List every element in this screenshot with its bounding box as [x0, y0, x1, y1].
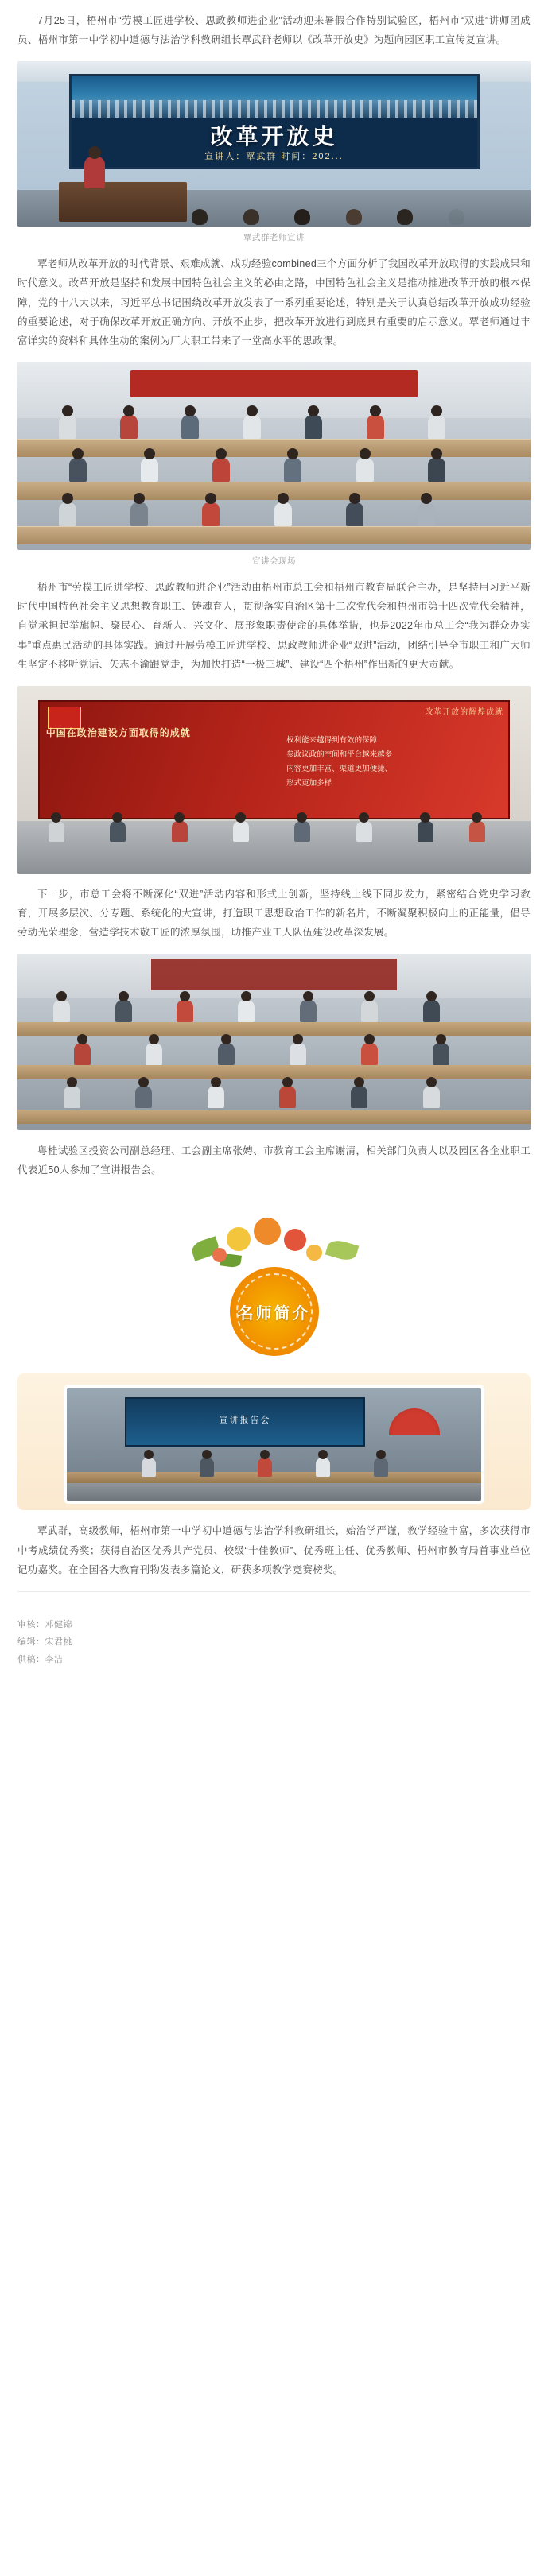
flower-icon [212, 1248, 227, 1262]
profile-card [17, 1373, 531, 1510]
article-paragraph: 粤桂试验区投资公司副总经理、工会副主席张娉、市教育工会主席谢清，相关部门负责人以及园区各企业职工代表近50人参加了宣讲报告会。 [17, 1145, 531, 1176]
audience-person [59, 502, 76, 526]
audience-person [130, 502, 148, 526]
audience-person [351, 1086, 367, 1108]
stage-screen [69, 74, 480, 169]
audience-person [428, 415, 445, 439]
screen-subtitle: 宣讲人：覃武群 时间：202... [204, 151, 344, 161]
audience-person [423, 1000, 440, 1022]
badge-label: 名师简介 [237, 1304, 311, 1323]
article-paragraph: 梧州市“劳模工匠进学校、思政教师进企业”活动由梧州市总工会和梧州市教育局联合主办，是坚持用习近平新时代中国特色社会主义思想教育职工、铸魂育人，贯彻落实自治区第十二次党代会和梧州市第十四次党代会精神，自觉承担起举旗帜、聚民心、育新人、兴文化、展形象职责使命的具体举措，也是2022年市总工会“我为群众办实事”重点惠民活动的具体实践。通过开展劳模工匠进学校、思政教师进企业“双进”活动，团结引导全市职工和广大师生坚定不移听党话、矢志不渝跟党走，为加快打造“一极三城”、建设“四个梧州”作出新的更大贡献。 [17, 581, 531, 671]
screen-bullet: 权利能来越得到有效的保障 [286, 735, 378, 745]
audience-person [356, 458, 374, 482]
audience-person [218, 1043, 235, 1065]
flower-icon [284, 1229, 306, 1251]
audience-head [346, 209, 362, 225]
figure-caption: 宣讲会现场 [252, 556, 296, 566]
audience-person [69, 458, 87, 482]
audience-person [279, 1086, 296, 1108]
audience-person [361, 1000, 378, 1022]
audience-person [305, 415, 322, 439]
audience-person [356, 821, 372, 842]
desk-row [17, 439, 531, 457]
credit-line: 编辑：宋君桃 [17, 1637, 72, 1647]
audience-person [428, 458, 445, 482]
red-banner [130, 370, 418, 397]
figure-party-screen [17, 686, 531, 874]
audience-person [433, 1043, 449, 1065]
floor [17, 821, 531, 874]
screen-bullet: 形式更加多样 [286, 778, 332, 788]
audience-person [59, 415, 76, 439]
section-header-famous-teacher [0, 1199, 548, 1365]
audience-person [172, 821, 188, 842]
photo-audience-front [17, 362, 531, 550]
screen-bullet: 内容更加丰富、渠道更加便捷、 [286, 764, 393, 773]
screen-header: 改革开放的辉煌成就 [425, 707, 504, 717]
credit-line: 审核：邓健锦 [17, 1619, 72, 1629]
screen-lead-text: 中国在政治建设方面取得的成就 [45, 726, 191, 738]
audience-person [300, 1000, 317, 1022]
flower-icon [306, 1245, 322, 1261]
audience-person [181, 415, 199, 439]
audience-person [238, 1000, 255, 1022]
article-page [0, 11, 548, 1679]
audience-person [418, 502, 435, 526]
audience-head [397, 209, 413, 225]
stage-screen [151, 959, 398, 990]
figure-audience-rows [17, 954, 531, 1130]
audience-person [120, 415, 138, 439]
audience-person [141, 458, 158, 482]
screen-title: 改革开放史 [210, 123, 338, 149]
desk-row [67, 1472, 481, 1483]
audience-person [423, 1086, 440, 1108]
article-paragraph: 下一步，市总工会将不断深化“双进”活动内容和形式上创新，坚持线上线下同步发力，紧密结合党史学习教育，开展多层次、分专题、系统化的大宣讲，打造职工思想政治工作的新名片，不断凝聚积极向上的正能量，倡导劳动光荣理念，营造学技术敬工匠的浓厚氛围，助推产业工人队伍建设改革深发展。 [17, 888, 531, 939]
audience-person [469, 821, 485, 842]
figure-audience-front [17, 362, 531, 567]
desk-row [17, 1065, 531, 1079]
audience-person [146, 1043, 162, 1065]
article-paragraph: 覃老师从改革开放的时代背景、艰难成就、成功经验combined三个方面分析了我国改革开放取得的实践成果和时代意义。改革开放是坚持和发展中国特色社会主义的必由之路，中国特色社会主义是推动推进改革开放的根本保障，党的十八大以来，习近平总书记围绕改革开放发表了一系列重要论述，特别是关于认真总结改革开放成功经验的重要论述，对于确保改革开放正确方向、开放不止步，把改革开放进行到底具有重要的启示意义。覃老师通过丰富详实的资料和具体生动的案例为厂大职工带来了一堂高水平的思政课。 [17, 258, 531, 347]
audience-person [233, 821, 249, 842]
audience-head [243, 209, 259, 225]
umbrella-decoration [389, 1408, 440, 1435]
audience-head [294, 209, 310, 225]
floor [67, 1483, 481, 1501]
footer-credits [17, 1608, 531, 1668]
section-badge [230, 1267, 319, 1356]
leaf-icon [325, 1238, 359, 1264]
desk-row [17, 482, 531, 500]
photo-audience-rows [17, 954, 531, 1130]
audience-person [74, 1043, 91, 1065]
screen-bullet: 参政议政的空间和平台越来越多 [286, 750, 393, 759]
figure-caption: 覃武群老师宣讲 [243, 232, 305, 242]
audience-person [53, 1000, 70, 1022]
podium [59, 182, 187, 222]
audience-person [64, 1086, 80, 1108]
credit-line: 供稿：李洁 [17, 1654, 64, 1664]
audience-person [374, 1458, 388, 1477]
flower-icon [254, 1218, 281, 1245]
screen-bullet-lines [286, 734, 502, 791]
audience-person [346, 502, 363, 526]
audience-person [115, 1000, 132, 1022]
audience-person [202, 502, 220, 526]
audience-person [212, 458, 230, 482]
stage-screen [125, 1397, 365, 1447]
desk-row [17, 1022, 531, 1036]
article-paragraph: 覃武群，高级教师，梧州市第一中学初中道德与法治学科教研组长，始治学严谨，教学经验丰富，多次获得市中考成绩优秀奖；获得自治区优秀共产党员、校级“十佳教师”、优秀班主任、优秀教师、梧州市教育局首事业单位记功嘉奖。在全国各大教育刊物发表多篇论文，研获多项教学竞赛榜奖。 [17, 1525, 531, 1576]
audience-person [177, 1000, 193, 1022]
audience-person [367, 415, 384, 439]
audience-person [135, 1086, 152, 1108]
photo-profile-lecture [64, 1385, 484, 1504]
city-skyline-graphic [72, 76, 477, 118]
audience-person [316, 1458, 330, 1477]
audience-person [49, 821, 64, 842]
figure-lecture-podium [17, 61, 531, 243]
audience-person [290, 1043, 306, 1065]
audience-person [243, 415, 261, 439]
audience-person [361, 1043, 378, 1065]
audience-person [142, 1458, 156, 1477]
presentation-screen [38, 700, 510, 819]
audience-person [418, 821, 433, 842]
flower-icon [227, 1227, 251, 1251]
audience-person [200, 1458, 214, 1477]
audience-head [192, 209, 208, 225]
audience-person [294, 821, 310, 842]
speaker-figure [84, 157, 105, 188]
screen-title: 宣讲报告会 [219, 1416, 271, 1426]
audience-person [208, 1086, 224, 1108]
photo-lecture-podium [17, 61, 531, 227]
divider [17, 1591, 531, 1592]
audience-head [449, 209, 464, 225]
audience-person [110, 821, 126, 842]
photo-party-screen [17, 686, 531, 874]
flower-decoration [171, 1213, 378, 1272]
audience-person [284, 458, 301, 482]
audience-person [274, 502, 292, 526]
article-paragraph: 7月25日，梧州市“劳模工匠进学校、思政教师进企业”活动迎来暑假合作特别试验区，梧州市“双进”讲师团成员、梧州市第一中学初中道德与法治学科教研组长覃武群老师以《改革开放史》为题向园区职工宣传复宣讲。 [17, 15, 531, 46]
desk-row [17, 526, 531, 544]
audience-person [258, 1458, 272, 1477]
desk-row [17, 1110, 531, 1124]
